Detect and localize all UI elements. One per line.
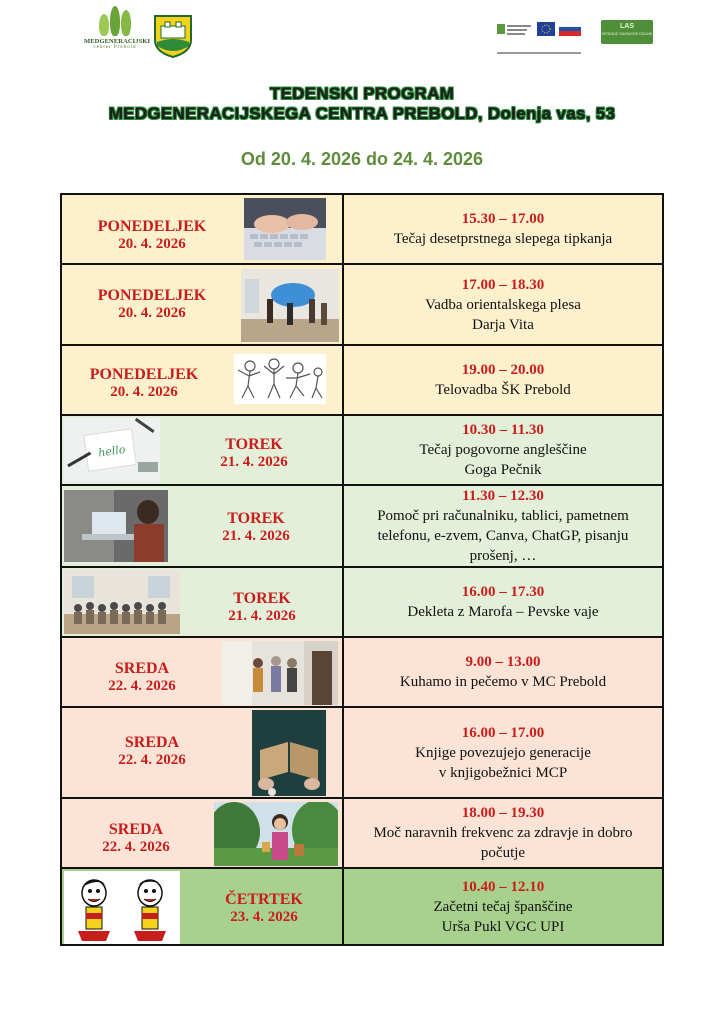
event-time: 10.40 – 12.10 (461, 878, 545, 895)
day-name: PONEDELJEK (89, 366, 199, 383)
day-date: 21. 4. 2026 (220, 454, 288, 470)
event-line: Urša Pukl VGC UPI (441, 918, 565, 935)
day-date: 21. 4. 2026 (228, 608, 296, 624)
event-line: Začetni tečaj španščine (433, 898, 573, 915)
typing-hands-photo-icon (244, 198, 326, 260)
weekly-program-table (60, 193, 664, 946)
event-time: 16.00 – 17.30 (461, 584, 545, 600)
day-cell (61, 707, 343, 798)
funding-caption-icon (497, 51, 585, 55)
eafrd-logo-icon (497, 22, 533, 42)
day-date: 20. 4. 2026 (110, 384, 178, 400)
table-row (61, 567, 663, 637)
logo-sub: center Prebold (93, 45, 137, 50)
event-time: 9.00 – 13.00 (465, 654, 541, 670)
event-line: Dekleta z Marofa – Pevske vaje (407, 604, 599, 620)
medgeneracijski-center-logo (84, 4, 151, 50)
day-name: PONEDELJEK (97, 287, 207, 304)
day-date: 20. 4. 2026 (118, 236, 186, 252)
event-line: počutje (480, 845, 526, 861)
computer-help-photo-icon (64, 490, 168, 562)
table-row (61, 637, 663, 707)
kitchen-photo-icon (222, 641, 338, 705)
event-time: 18.00 – 19.30 (461, 805, 545, 821)
event-cell (343, 485, 663, 567)
day-name: PONEDELJEK (97, 218, 207, 235)
event-line: Tečaj pogovorne angleščine (419, 442, 587, 458)
event-line: Vadba orientalskega plesa (425, 296, 581, 313)
exercise-sketch-icon (234, 354, 326, 404)
event-time: 10.30 – 11.30 (462, 422, 544, 438)
municipality-crest-icon (153, 14, 193, 58)
trees-icon (84, 4, 146, 36)
day-name: TOREK (225, 436, 283, 453)
event-line: Moč naravnih frekvenc za zdravje in dobro (373, 825, 633, 841)
event-line: Kuhamo in pečemo v MC Prebold (399, 674, 607, 690)
day-cell (61, 637, 343, 707)
event-time: 11.30 – 12.30 (462, 488, 544, 504)
event-line: Goga Pečnik (464, 462, 542, 478)
event-cell (343, 868, 663, 945)
slovenia-flag-icon (559, 22, 581, 36)
day-cell (61, 415, 343, 485)
table-row (61, 264, 663, 345)
event-line: prošenj, … (469, 548, 537, 564)
event-time: 16.00 – 17.00 (461, 724, 545, 741)
day-name: SREDA (124, 734, 180, 751)
day-date: 22. 4. 2026 (118, 752, 186, 768)
day-date: 22. 4. 2026 (108, 678, 176, 694)
nature-woman-photo-icon (214, 802, 338, 866)
event-line: Pomoč pri računalniku, tablici, pametnem (377, 508, 629, 524)
event-cell (343, 707, 663, 798)
day-date: 20. 4. 2026 (118, 305, 186, 321)
las-logo (601, 20, 653, 44)
day-name: SREDA (108, 821, 164, 838)
hello-text: hello (97, 442, 127, 460)
day-cell (61, 345, 343, 415)
day-name: TOREK (227, 510, 285, 527)
date-range-subtitle: Od 20. 4. 2026 do 24. 4. 2026 (240, 149, 484, 169)
day-cell (61, 567, 343, 637)
event-cell (343, 415, 663, 485)
choir-room-photo-icon (64, 570, 180, 634)
oriental-dance-photo-icon (241, 269, 339, 342)
event-cell (343, 637, 663, 707)
day-cell (61, 264, 343, 345)
table-row (61, 798, 663, 868)
table-row (61, 707, 663, 798)
event-time: 17.00 – 18.30 (461, 276, 545, 293)
table-row (61, 415, 663, 485)
page-title-line2: MEDGENERACIJSKEGA CENTRA PREBOLD, Dolenja vas, 53 (108, 104, 616, 123)
table-row (61, 194, 663, 264)
event-line: v knjigobežnici MCP (438, 764, 568, 781)
day-cell (61, 194, 343, 264)
day-name: TOREK (233, 590, 291, 607)
page-title-line1: TEDENSKI PROGRAM (269, 84, 455, 103)
event-time: 15.30 – 17.00 (461, 211, 545, 227)
day-name: ČETRTEK (225, 891, 303, 908)
event-time: 19.00 – 20.00 (461, 362, 545, 378)
day-date: 23. 4. 2026 (230, 909, 298, 925)
event-line: Darja Vita (472, 316, 534, 333)
day-date: 22. 4. 2026 (102, 839, 170, 855)
day-date: 21. 4. 2026 (222, 528, 290, 544)
event-cell (343, 264, 663, 345)
event-cell (343, 194, 663, 264)
day-cell (61, 485, 343, 567)
las-label: LAS (620, 23, 634, 30)
logo-name: MEDGENERACIJSKI (84, 38, 151, 45)
eu-funding-logos (497, 22, 587, 48)
event-line: Knjige povezujejo generacije (415, 744, 591, 761)
event-line: Telovadba ŠK Prebold (435, 382, 571, 398)
event-line: telefonu, e-zvem, Canva, ChatGP, pisanju (377, 528, 629, 544)
event-line: Tečaj desetprstnega slepega tipkanja (393, 231, 613, 247)
hello-card-photo-icon (64, 418, 160, 482)
day-cell (61, 798, 343, 868)
event-cell (343, 798, 663, 868)
day-cell (61, 868, 343, 945)
table-row (61, 345, 663, 415)
table-row (61, 868, 663, 945)
spanish-cartoon-icon (64, 871, 180, 944)
event-cell (343, 345, 663, 415)
event-cell (343, 567, 663, 637)
table-row (61, 485, 663, 567)
header-logos (0, 0, 724, 70)
eu-flag-icon (537, 22, 555, 36)
las-sub: SPODNJE SAVINJSKE DOLINE (601, 32, 653, 36)
open-book-photo-icon (252, 710, 326, 796)
day-name: SREDA (114, 660, 170, 677)
